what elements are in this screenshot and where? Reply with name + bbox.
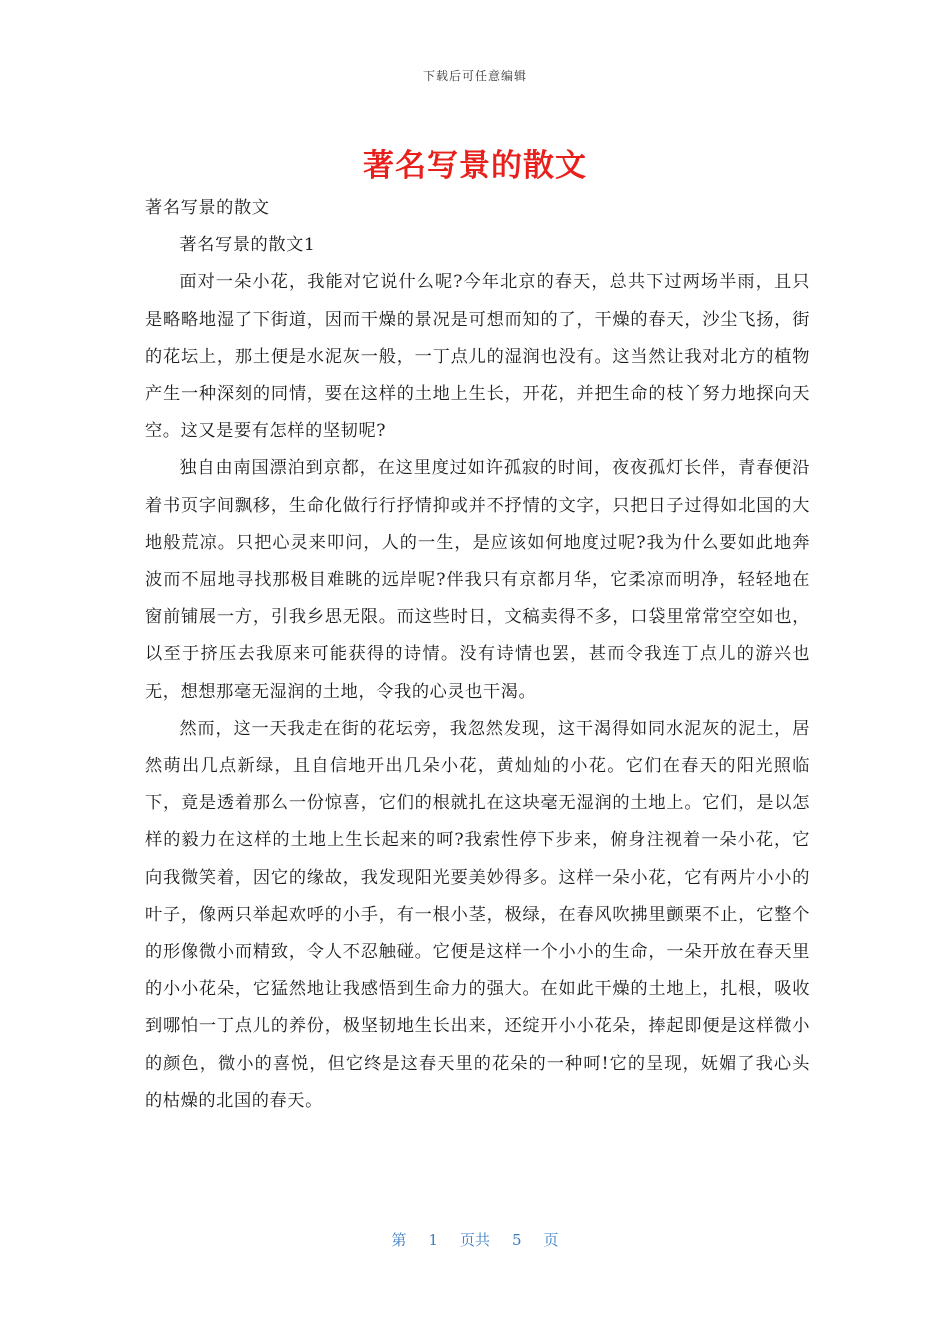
section-heading: 著名写景的散文1 [179, 235, 316, 256]
footer-current-page: 1 [428, 1231, 438, 1249]
paragraph: 面对一朵小花，我能对它说什么呢?今年北京的春天，总共下过两场半雨，且只是略略地湿了下街道，因而干燥的景况是可想而知的了，干燥的春天，沙尘飞扬，街的花坛上，那土便是水泥灰一般，一丁点儿的湿润也没有。这当然让我对北方的植物产生一种深刻的同情，要在这样的土地上生长，开花，并把生命的枝丫努力地探向天空。这又是要有怎样的坚韧呢? [145, 272, 810, 442]
footer-label-end: 页 [543, 1231, 559, 1249]
header-note: 下载后可任意编辑 [422, 69, 527, 83]
footer-label-page: 第 [391, 1231, 407, 1249]
document-body [145, 190, 810, 1120]
footer-label-total: 页共 [459, 1231, 490, 1249]
document-title: 著名写景的散文 [363, 148, 587, 184]
page-footer [0, 1229, 950, 1250]
footer-total-pages: 5 [512, 1231, 522, 1249]
paragraph: 独自由南国漂泊到京都，在这里度过如许孤寂的时间，夜夜孤灯长伴，青春便沿着书页字间飘移，生命化做行行抒情抑或并不抒情的文字，只把日子过得如北国的大地般荒凉。只把心灵来叩问，人的一生，是应该如何地度过呢?我为什么要如此地奔波而不屈地寻找那极目难眺的远岸呢?伴我只有京都月华，它柔凉而明净，轻轻地在窗前铺展一方，引我乡思无限。而这些时日，文稿卖得不多，口袋里常常空空如也，以至于挤压去我原来可能获得的诗情。没有诗情也罢，甚而令我连丁点儿的游兴也无，想想那毫无湿润的土地，令我的心灵也干渴。 [145, 458, 810, 702]
paragraph: 然而，这一天我走在街的花坛旁，我忽然发现，这干渴得如同水泥灰的泥土，居然萌出几点新绿，且自信地开出几朵小花，黄灿灿的小花。它们在春天的阳光照临下，竟是透着那么一份惊喜，它们的根就扎在这块毫无湿润的土地上。它们，是以怎样的毅力在这样的土地上生长起来的呵?我索性停下步来，俯身注视着一朵小花，它向我微笑着，因它的缘故，我发现阳光要美妙得多。这样一朵小花，它有两片小小的叶子，像两只举起欢呼的小手，有一根小茎，极绿，在春风吹拂里颤栗不止，它整个的形像微小而精致，令人不忍触碰。它便是这样一个小小的生命，一朵开放在春天里的小小花朵，它猛然地让我感悟到生命力的强大。在如此干燥的土地上，扎根，吸收到哪怕一丁点儿的养份，极坚韧地生长出来，还绽开小小花朵，捧起即便是这样微小的颜色，微小的喜悦，但它终是这春天里的花朵的一种呵!它的呈现，妩媚了我心头的枯燥的北国的春天。 [145, 718, 810, 1111]
document-subtitle: 著名写景的散文 [145, 198, 270, 218]
